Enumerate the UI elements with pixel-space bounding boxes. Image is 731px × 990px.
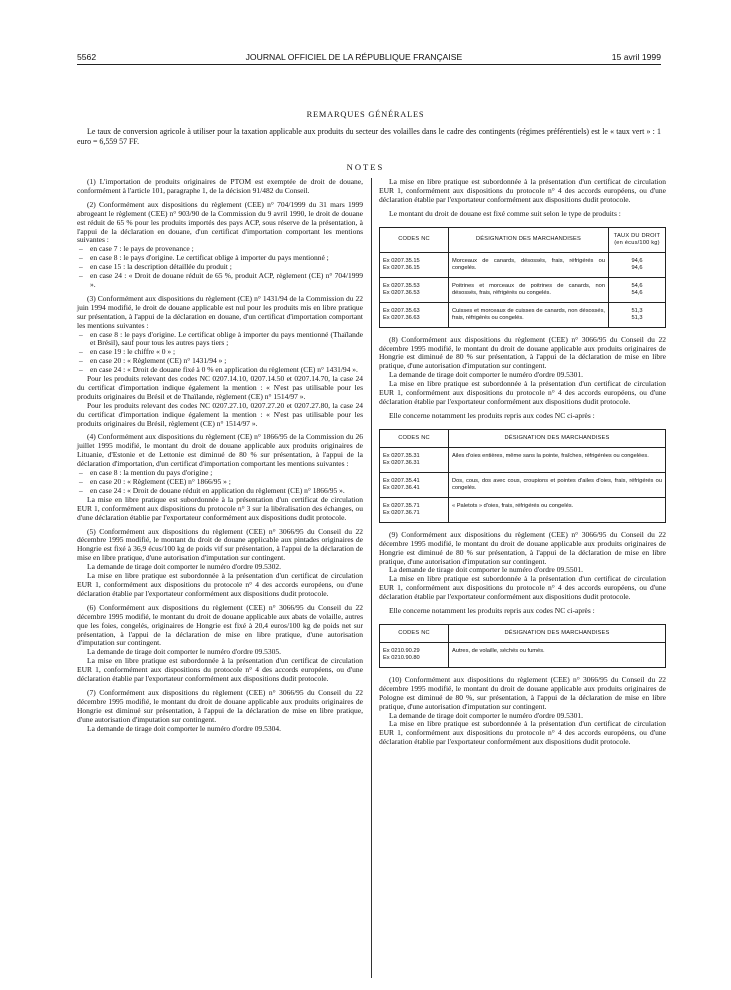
table-row xyxy=(380,472,666,497)
table-header: DÉSIGNATION DES MARCHANDISES xyxy=(449,227,609,252)
table-cell-desc: Morceaux de canards, désossés, frais, réfrigérés ou congelés. xyxy=(449,252,609,277)
note-3: (3) Conformément aux dispositions du règlement (CE) n° 1431/94 de la Commission du 22 juin 1994 modifié, le droit de douane applicable est nul pour les produits mis en libre pratique sur présentation, à l'appui de la déclaration en douane, d'un certificat d'importation comportant les mentions suivantes : xyxy=(77,293,363,330)
table-cell-desc: Ailes d'oies entières, même sans la pointe, fraîches, réfrigérées ou congelées. xyxy=(449,447,666,472)
rate-unit: (en écus/100 kg) xyxy=(614,239,660,246)
note-4-paragraph: La mise en libre pratique est subordonnée à la présentation d'un certificat de circulation EUR 1, conformément aux dispositions du protocole n° 3 sur la libéralisation des échanges, ou d'une déclaration établie par l'exportateur conformément aux dispositions dudit protocole. xyxy=(77,494,363,522)
note-5: (5) Conformément aux dispositions du règlement (CEE) n° 3066/95 du Conseil du 22 décembre 1995 modifié, le montant du droit de douane applicable aux pintades originaires de Hongrie est fixé à 36,9 écus/100 kg de poids vif sur présentation, à l'appui de la déclaration de mise en libre pratique, d'une autorisation d'imputation sur contingent. xyxy=(77,526,363,563)
rate-header: TAUX DU DROIT xyxy=(613,232,661,239)
notes-title: NOTES xyxy=(346,162,385,172)
note-6-order-number: La demande de tirage doit comporter le numéro d'ordre 09.5305. xyxy=(87,647,281,657)
note-5-paragraph: La mise en libre pratique est subordonnée à la présentation d'un certificat de circulation EUR 1, conformément aux dispositions du protocole n° 4 des accords européens, ou d'une déclaration établie par l'exportateur conformément aux dispositions dudit protocole. xyxy=(77,571,363,598)
table-cell-codes: Ex 0207.35.63 Ex 0207.36.63 xyxy=(380,302,449,327)
header-rule xyxy=(77,64,661,65)
note-8-order-number: La demande de tirage doit comporter le numéro d'ordre 09.5301. xyxy=(389,370,583,380)
table-cell-codes: Ex 0207.35.53 Ex 0207.36.53 xyxy=(380,277,449,302)
table-cell-desc: Dos, cous, dos avec cous, croupions et pointes d'ailes d'oies, frais, réfrigérés ou congelés. xyxy=(449,472,666,497)
dried-products-table xyxy=(379,624,666,668)
note-4-item: – en case 8 : la mention du pays d'origine ; xyxy=(77,469,363,478)
table-header: DÉSIGNATION DES MARCHANDISES xyxy=(449,429,666,447)
note-3-item: – en case 20 : « Règlement (CE) n° 1431/94 » ; xyxy=(77,357,363,366)
table-header: CODES NC xyxy=(380,624,449,642)
note-10-paragraph: La mise en libre pratique est subordonnée à la présentation d'un certificat de circulation EUR 1, conformément aux dispositions du protocole n° 4 des accords européens, ou d'une déclaration établie par l'exportateur conformément aux dispositions dudit protocole. xyxy=(379,719,666,747)
table-header xyxy=(609,227,666,252)
note-6: (6) Conformément aux dispositions du règlement (CEE) n° 3066/95 du Conseil du 22 décembre 1995 modifié, le montant du droit de douane applicable aux abats de volaille, autres que les foies, congelés, originaires de Hongrie est fixé à 20,4 euros/100 kg de poids net sur présentation, à l'appui de la déclaration de mise en libre pratique, d'une autorisation d'imputation sur contingent. xyxy=(77,602,363,648)
note-3-item: – en case 8 : le pays d'origine. Le certificat oblige à importer du pays mentionné (Thaïlande et Brésil), sauf pour tous les autres pays tiers ; xyxy=(77,331,363,349)
note-3-item: – en case 24 : « Droit de douane fixé à 0 % en application du règlement (CE) n° 1431/94 ». xyxy=(77,366,363,375)
duty-rate-table xyxy=(379,227,666,328)
note-4-item: – en case 20 : « Règlement (CEE) n° 1866/95 » ; xyxy=(77,478,363,487)
table-row xyxy=(380,447,666,472)
note-1: (1) L'importation de produits originaires de PTOM est exemptée de droit de douane, conformément à l'article 101, paragraphe 1, de la décision 91/482 du Conseil. xyxy=(77,177,363,195)
note-7: (7) Conformément aux dispositions du règlement (CEE) n° 3066/95 du Conseil du 22 décembre 1995 modifié, le montant du droit de douane applicable aux produits originaires de Hongrie est diminué sur présentation, à l'appui de la déclaration de mise en libre pratique, d'une autorisation d'imputation sur contingent. xyxy=(77,687,363,724)
note-9-paragraph: La mise en libre pratique est subordonnée à la présentation d'un certificat de circulation EUR 1, conformément aux dispositions du protocole n° 4 des accords européens, ou d'une déclaration établie par l'exportateur conformément aux dispositions dudit protocole. xyxy=(379,574,666,602)
goose-products-table xyxy=(379,429,666,523)
note-5-order-number: La demande de tirage doit comporter le numéro d'ordre 09.5302. xyxy=(87,562,281,572)
note-9-intro: Elle concerne notamment les produits repris aux codes NC ci-après : xyxy=(389,606,595,616)
note-7-order-number: La demande de tirage doit comporter le numéro d'ordre 09.5304. xyxy=(87,723,281,733)
note-3-item: – en case 19 : le chiffre « 0 » ; xyxy=(77,348,363,357)
table-cell-desc: Cuisses et morceaux de cuisses de canards, non désossés, frais, réfrigérés ou congelés. xyxy=(449,302,609,327)
note-8-intro: Elle concerne notamment les produits repris aux codes NC ci-après : xyxy=(389,410,595,420)
note-6-paragraph: La mise en libre pratique est subordonnée à la présentation d'un certificat de circulation EUR 1, conformément aux dispositions du protocole n° 4 des accords européens, ou d'une déclaration établie par l'exportateur conformément aux dispositions dudit protocole. xyxy=(77,656,363,684)
remarques-text: Le taux de conversion agricole à utiliser pour la taxation applicable aux produits du secteur des volailles dans le cadre des contingents (régimes préférentiels) est le « taux vert » : 1 euro = 6,559 57 FF. xyxy=(77,127,661,146)
table-cell-desc: Autres, de volaille, séchés ou fumés. xyxy=(449,642,666,667)
table-cell-codes: Ex 0207.35.15 Ex 0207.36.15 xyxy=(380,252,449,277)
note-4-item: – en case 24 : « Droit de douane réduit en application du règlement (CE) n° 1866/95 ». xyxy=(77,487,363,496)
note-2-item: – en case 7 : le pays de provenance ; xyxy=(77,245,363,254)
issue-date: 15 avril 1999 xyxy=(611,52,661,62)
right-column xyxy=(379,178,666,747)
table-cell-codes: Ex 0210.90.29 Ex 0210.90.80 xyxy=(380,642,449,667)
table-cell-codes: Ex 0207.35.31 Ex 0207.36.31 xyxy=(380,447,449,472)
note-9: (9) Conformément aux dispositions du règlement (CEE) n° 3066/95 du Conseil du 22 décembre 1995 modifié, le montant du droit de douane applicable aux produits originaires de Hongrie est diminué de 80 % sur présentation, à l'appui de la déclaration de mise en libre pratique, d'une autorisation d'imputation sur contingent. xyxy=(379,529,666,566)
left-column xyxy=(77,178,363,733)
table-cell-rate: 94,6 94,6 xyxy=(609,252,666,277)
table-cell-rate: 54,6 54,6 xyxy=(609,277,666,302)
column-divider xyxy=(371,178,372,978)
remarques-title: REMARQUES GÉNÉRALES xyxy=(306,110,425,119)
table-cell-rate: 51,3 51,3 xyxy=(609,302,666,327)
note-9-order-number: La demande de tirage doit comporter le numéro d'ordre 09.5501. xyxy=(389,565,583,575)
table-cell-desc: « Paletots » d'oies, frais, réfrigérés ou congelés. xyxy=(449,497,666,522)
table-row xyxy=(380,302,666,327)
note-7-intro: Le montant du droit de douane est fixé comme suit selon le type de produits : xyxy=(389,208,621,218)
page-number: 5562 xyxy=(77,52,97,62)
note-7-paragraph: La mise en libre pratique est subordonnée à la présentation d'un certificat de circulation EUR 1, conformément aux dispositions du protocole n° 4 des accords européens, ou d'une déclaration établie par l'exportateur conformément aux dispositions dudit protocole. xyxy=(379,177,666,204)
note-4: (4) Conformément aux dispositions du règlement (CE) n° 1866/95 de la Commission du 26 juillet 1995 modifié, le montant du droit de douane applicable aux produits originaires de Lituanie, d'Estonie et de Lettonie est diminué de 80 % sur présentation, à l'appui de la déclaration d'importation, d'un certificat d'importation comportant les mentions suivantes : xyxy=(77,432,363,469)
table-header: DÉSIGNATION DES MARCHANDISES xyxy=(449,624,666,642)
table-cell-codes: Ex 0207.35.41 Ex 0207.36.41 xyxy=(380,472,449,497)
table-row xyxy=(380,497,666,522)
note-2-item: – en case 15 : la description détaillée du produit ; xyxy=(77,263,363,272)
table-row xyxy=(380,642,666,667)
table-header: CODES NC xyxy=(380,227,449,252)
table-cell-desc: Poitrines et morceaux de poitrines de canards, non désossés, frais, réfrigérés ou congelés. xyxy=(449,277,609,302)
journal-title: JOURNAL OFFICIEL DE LA RÉPUBLIQUE FRANÇAISE xyxy=(245,52,463,62)
note-3-paragraph: Pour les produits relevant des codes NC 0207.14.10, 0207.14.50 et 0207.14.70, la case 24 du certificat d'importation indique également la mention : « N'est pas utilisable pour les produits originaires du Brésil et de Thaïlande, règlement (CE) n° 1514/97 ». xyxy=(77,374,363,401)
note-2-item: – en case 8 : le pays d'origine. Le certificat oblige à importer du pays mentionné ; xyxy=(77,254,363,263)
note-3-paragraph: Pour les produits relevant des codes NC 0207.27.10, 0207.27.20 et 0207.27.80, la case 24 du certificat d'importation indique également la mention : « N'est pas utilisable pour les produits originaires du Brésil, règlement (CE) n° 1514/97 ». xyxy=(77,400,363,428)
table-header: CODES NC xyxy=(380,429,449,447)
note-8: (8) Conformément aux dispositions du règlement (CEE) n° 3066/95 du Conseil du 22 décembre 1995 modifié, le montant du droit de douane applicable aux produits originaires de Hongrie est diminué de 80 % sur présentation, à l'appui de la déclaration de mise en libre pratique, d'une autorisation d'imputation sur contingent. xyxy=(379,334,666,371)
table-cell-codes: Ex 0207.35.71 Ex 0207.36.71 xyxy=(380,497,449,522)
note-10-order-number: La demande de tirage doit comporter le numéro d'ordre 09.5301. xyxy=(389,710,583,720)
running-header xyxy=(77,52,661,62)
note-2: (2) Conformément aux dispositions du règlement (CEE) n° 704/1999 du 31 mars 1999 abrogeant le règlement (CEE) n° 903/90 de la Commission du 9 avril 1990, le droit de douane est réduit de 65 % pour les produits importés des pays ACP, sous réserve de la présentation, à l'appui de la déclaration en douane, d'un certificat d'importation comportant les mentions suivantes : xyxy=(77,199,363,245)
note-10: (10) Conformément aux dispositions du règlement (CEE) n° 3066/95 du Conseil du 22 décembre 1995 modifié, le montant du droit de douane applicable aux produits originaires de Pologne est diminué de 80 %, sur présentation, à l'appui de la déclaration de mise en libre pratique, d'une autorisation d'imputation sur contingent. xyxy=(379,674,666,711)
table-row xyxy=(380,252,666,277)
note-8-paragraph: La mise en libre pratique est subordonnée à la présentation d'un certificat de circulation EUR 1, conformément aux dispositions du protocole n° 4 des accords européens, ou d'une déclaration établie par l'exportateur conformément aux dispositions dudit protocole. xyxy=(379,379,666,406)
table-row xyxy=(380,277,666,302)
note-2-item: – en case 24 : « Droit de douane réduit de 65 %, produit ACP, règlement (CE) n° 704/1999 ». xyxy=(77,272,363,290)
